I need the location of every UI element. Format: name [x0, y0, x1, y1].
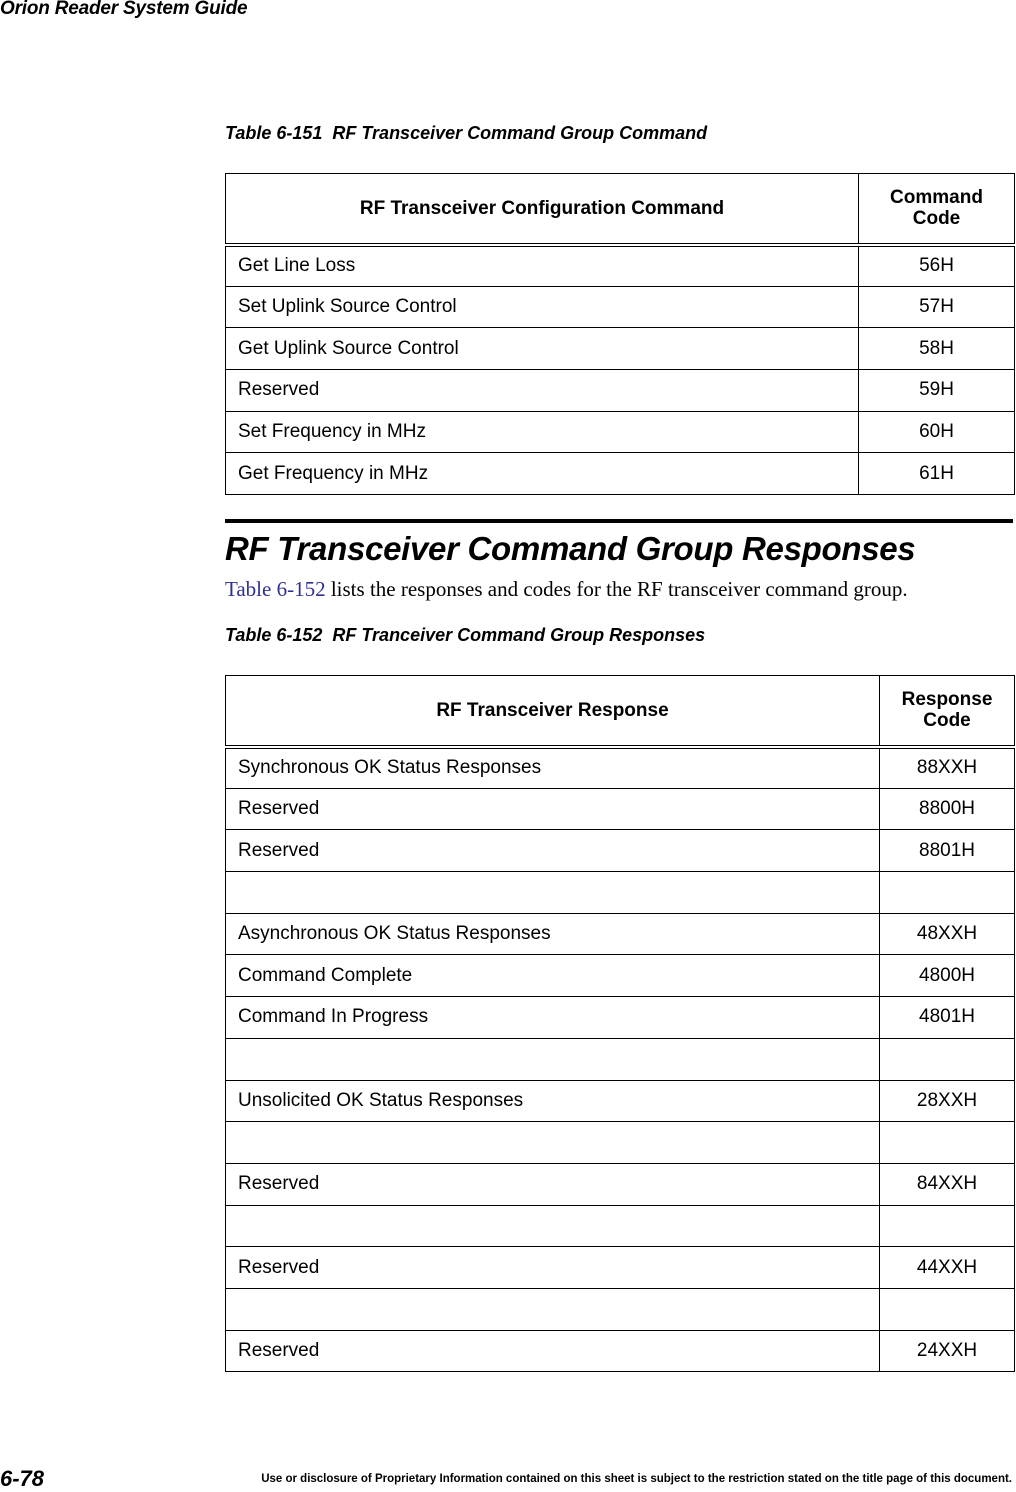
row-code: 8801H	[880, 830, 1015, 872]
table-row	[226, 286, 1015, 328]
table-row	[226, 1205, 1015, 1247]
row-label: Reserved	[226, 1163, 880, 1205]
intro-text: lists the responses and codes for the RF transceiver command group.	[325, 577, 908, 601]
row-label: Reserved	[226, 788, 880, 830]
row-code: 8800H	[880, 788, 1015, 830]
response-table	[225, 675, 1015, 1372]
running-header: Orion Reader System Guide	[0, 0, 248, 19]
row-code	[880, 1038, 1015, 1080]
row-code: 44XXH	[880, 1247, 1015, 1289]
row-label	[226, 1288, 880, 1330]
row-label	[226, 1038, 880, 1080]
section-rule	[225, 519, 1013, 523]
row-code	[880, 872, 1015, 914]
row-code: 4800H	[880, 955, 1015, 997]
row-label: Get Uplink Source Control	[226, 328, 859, 370]
row-code: 59H	[859, 370, 1015, 412]
table-row	[226, 913, 1015, 955]
table-row	[226, 747, 1015, 789]
row-code: 61H	[859, 453, 1015, 495]
intro-paragraph	[225, 577, 908, 602]
row-code: 88XXH	[880, 747, 1015, 789]
row-label: Command In Progress	[226, 997, 880, 1039]
row-code: 4801H	[880, 997, 1015, 1039]
row-code: 57H	[859, 286, 1015, 328]
table-row	[226, 453, 1015, 495]
row-label: Set Uplink Source Control	[226, 286, 859, 328]
table-row	[226, 245, 1015, 287]
proprietary-notice: Use or disclosure of Proprietary Information contained on this sheet is subject to the restriction stated on the title page of this document.	[261, 1473, 1012, 1485]
table-row	[226, 872, 1015, 914]
table-row	[226, 955, 1015, 997]
section-heading: RF Transceiver Command Group Responses	[225, 530, 916, 567]
table-row	[226, 328, 1015, 370]
table-row	[226, 1163, 1015, 1205]
row-label: Reserved	[226, 830, 880, 872]
table-6-151-caption: Table 6-151 RF Transceiver Command Group Command	[225, 123, 708, 143]
table-row	[226, 1038, 1015, 1080]
table-row	[226, 370, 1015, 412]
row-code	[880, 1205, 1015, 1247]
table-row	[226, 1330, 1015, 1372]
row-label: Reserved	[226, 1330, 880, 1372]
table-header-row	[226, 174, 1015, 245]
row-label: Asynchronous OK Status Responses	[226, 913, 880, 955]
row-code: 56H	[859, 245, 1015, 287]
row-label: Reserved	[226, 370, 859, 412]
table-row	[226, 1288, 1015, 1330]
table-row	[226, 1247, 1015, 1289]
row-label: Command Complete	[226, 955, 880, 997]
row-label: Get Frequency in MHz	[226, 453, 859, 495]
row-label: Reserved	[226, 1247, 880, 1289]
row-code: 84XXH	[880, 1163, 1015, 1205]
column-header-command: RF Transceiver Configuration Command	[226, 174, 859, 245]
row-code: 48XXH	[880, 913, 1015, 955]
table-6-152-caption: Table 6-152 RF Tranceiver Command Group Responses	[225, 625, 706, 645]
row-label: Unsolicited OK Status Responses	[226, 1080, 880, 1122]
row-label: Synchronous OK Status Responses	[226, 747, 880, 789]
row-code: 60H	[859, 411, 1015, 453]
table-row	[226, 997, 1015, 1039]
table-header-row	[226, 676, 1015, 747]
column-header-response: RF Transceiver Response	[226, 676, 880, 747]
column-header-response-code: Response Code	[880, 676, 1015, 747]
row-code: 28XXH	[880, 1080, 1015, 1122]
table-cross-reference-link[interactable]: Table 6-152	[225, 577, 326, 601]
row-code: 58H	[859, 328, 1015, 370]
row-code: 24XXH	[880, 1330, 1015, 1372]
page-number: 6-78	[0, 1466, 45, 1491]
row-code	[880, 1122, 1015, 1164]
row-label: Get Line Loss	[226, 245, 859, 287]
row-label	[226, 872, 880, 914]
row-label	[226, 1205, 880, 1247]
row-label: Set Frequency in MHz	[226, 411, 859, 453]
table-row	[226, 788, 1015, 830]
table-row	[226, 411, 1015, 453]
row-code	[880, 1288, 1015, 1330]
table-row	[226, 830, 1015, 872]
command-table	[225, 173, 1015, 495]
column-header-code: Command Code	[859, 174, 1015, 245]
table-row	[226, 1080, 1015, 1122]
row-label	[226, 1122, 880, 1164]
table-row	[226, 1122, 1015, 1164]
